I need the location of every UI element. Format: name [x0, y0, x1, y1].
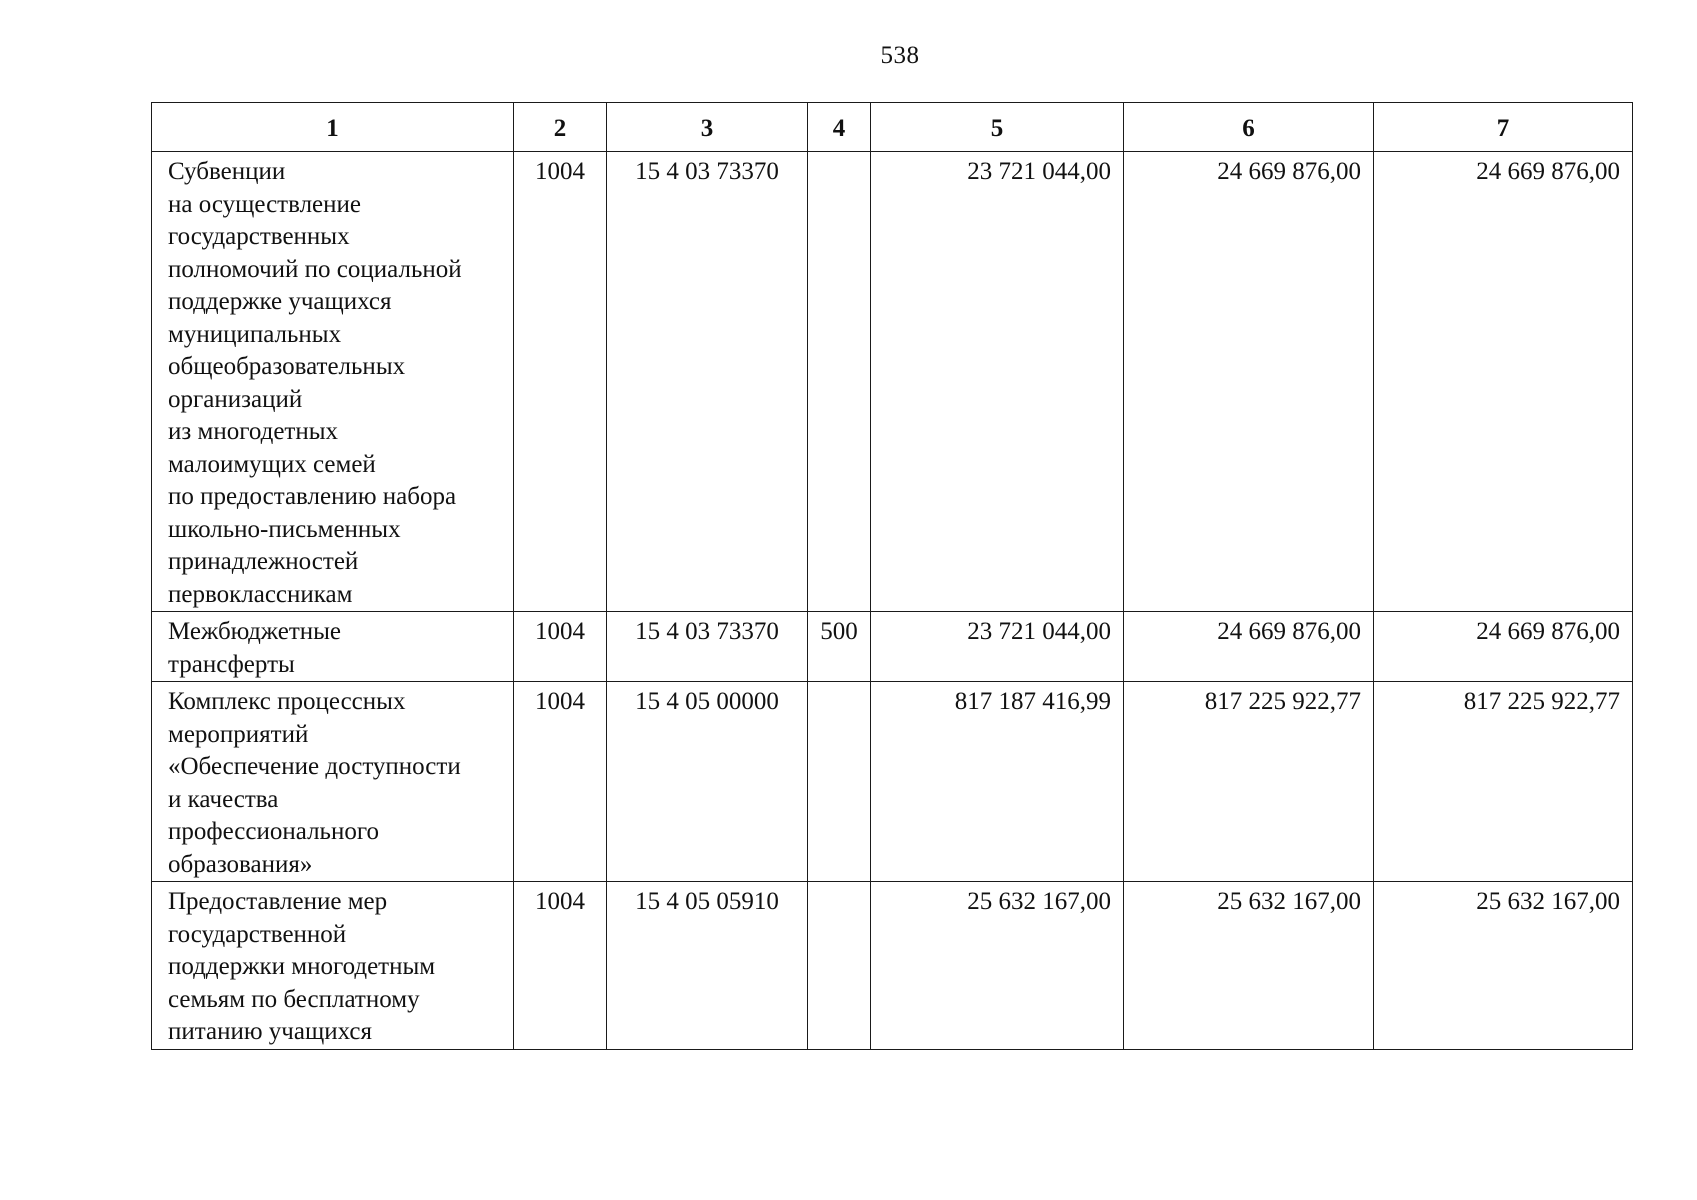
- row-name-cell: [152, 882, 514, 1050]
- table-row: [152, 152, 1633, 612]
- column-header: 2: [514, 103, 607, 152]
- amount-col5-cell: 23 721 044,00: [871, 152, 1124, 612]
- section-code-cell: 1004: [514, 612, 607, 682]
- row-name-line: Предоставление мер: [168, 888, 388, 915]
- row-name-cell: [152, 152, 514, 612]
- row-name-line: и качества: [168, 785, 279, 813]
- amount-col6-cell: 24 669 876,00: [1124, 612, 1374, 682]
- row-name-line: «Обеспечение доступности: [168, 753, 461, 780]
- target-article-cell: 15 4 05 05910: [607, 882, 808, 1050]
- row-name-line: поддержке учащихся: [168, 288, 392, 315]
- table-row: [152, 882, 1633, 1050]
- amount-col5-cell: 817 187 416,99: [871, 682, 1124, 882]
- amount-col7-cell: 24 669 876,00: [1374, 152, 1633, 612]
- target-article-cell: 15 4 03 73370: [607, 152, 808, 612]
- row-name-line: организаций: [168, 385, 303, 413]
- row-name-line: полномочий по социальной: [168, 255, 462, 283]
- amount-col6-cell: 817 225 922,77: [1124, 682, 1374, 882]
- expense-type-cell: [808, 682, 871, 882]
- column-header: 5: [871, 103, 1124, 152]
- page-number: 538: [880, 42, 920, 69]
- expense-type-cell: [808, 152, 871, 612]
- row-name-line: трансферты: [168, 650, 295, 678]
- expense-type-cell: 500: [808, 612, 871, 682]
- row-name-line: Субвенции: [168, 158, 286, 185]
- amount-col5-cell: 23 721 044,00: [871, 612, 1124, 682]
- column-header: 3: [607, 103, 808, 152]
- amount-col5-cell: 25 632 167,00: [871, 882, 1124, 1050]
- row-name-line: по предоставлению набора: [168, 483, 457, 510]
- target-article-cell: 15 4 05 00000: [607, 682, 808, 882]
- column-header: 4: [808, 103, 871, 152]
- row-name-line: школьно-письменных: [168, 515, 401, 543]
- section-code-cell: 1004: [514, 882, 607, 1050]
- row-name-line: мероприятий: [168, 720, 309, 748]
- column-header: 7: [1374, 103, 1633, 152]
- row-name-line: первоклассникам: [168, 580, 353, 608]
- amount-col6-cell: 25 632 167,00: [1124, 882, 1374, 1050]
- row-name-line: профессионального: [168, 818, 379, 845]
- section-code-cell: 1004: [514, 682, 607, 882]
- expense-type-cell: [808, 882, 871, 1050]
- amount-col7-cell: 24 669 876,00: [1374, 612, 1633, 682]
- column-header: 6: [1124, 103, 1374, 152]
- row-name-line: принадлежностей: [168, 548, 359, 575]
- target-article-cell: 15 4 03 73370: [607, 612, 808, 682]
- row-name-line: малоимущих семей: [168, 450, 376, 478]
- budget-table: [151, 102, 1633, 1050]
- table-row: [152, 612, 1633, 682]
- row-name-line: питанию учащихся: [168, 1018, 372, 1045]
- row-name-line: государственной: [168, 920, 347, 948]
- column-header: 1: [152, 103, 514, 152]
- table-row: [152, 682, 1633, 882]
- amount-col6-cell: 24 669 876,00: [1124, 152, 1374, 612]
- row-name-line: Комплекс процессных: [168, 688, 406, 715]
- row-name-line: общеобразовательных: [168, 353, 406, 380]
- row-name-cell: [152, 682, 514, 882]
- row-name-line: семьям по бесплатному: [168, 985, 420, 1013]
- row-name-line: государственных: [168, 223, 350, 250]
- section-code-cell: 1004: [514, 152, 607, 612]
- row-name-line: муниципальных: [168, 320, 342, 348]
- row-name-cell: [152, 612, 514, 682]
- row-name-line: на осуществление: [168, 190, 362, 218]
- row-name-line: поддержки многодетным: [168, 953, 436, 980]
- row-name-line: из многодетных: [168, 418, 339, 445]
- row-name-line: Межбюджетные: [168, 618, 342, 645]
- amount-col7-cell: 25 632 167,00: [1374, 882, 1633, 1050]
- row-name-line: образования»: [168, 850, 313, 878]
- header-row: [152, 103, 1633, 152]
- amount-col7-cell: 817 225 922,77: [1374, 682, 1633, 882]
